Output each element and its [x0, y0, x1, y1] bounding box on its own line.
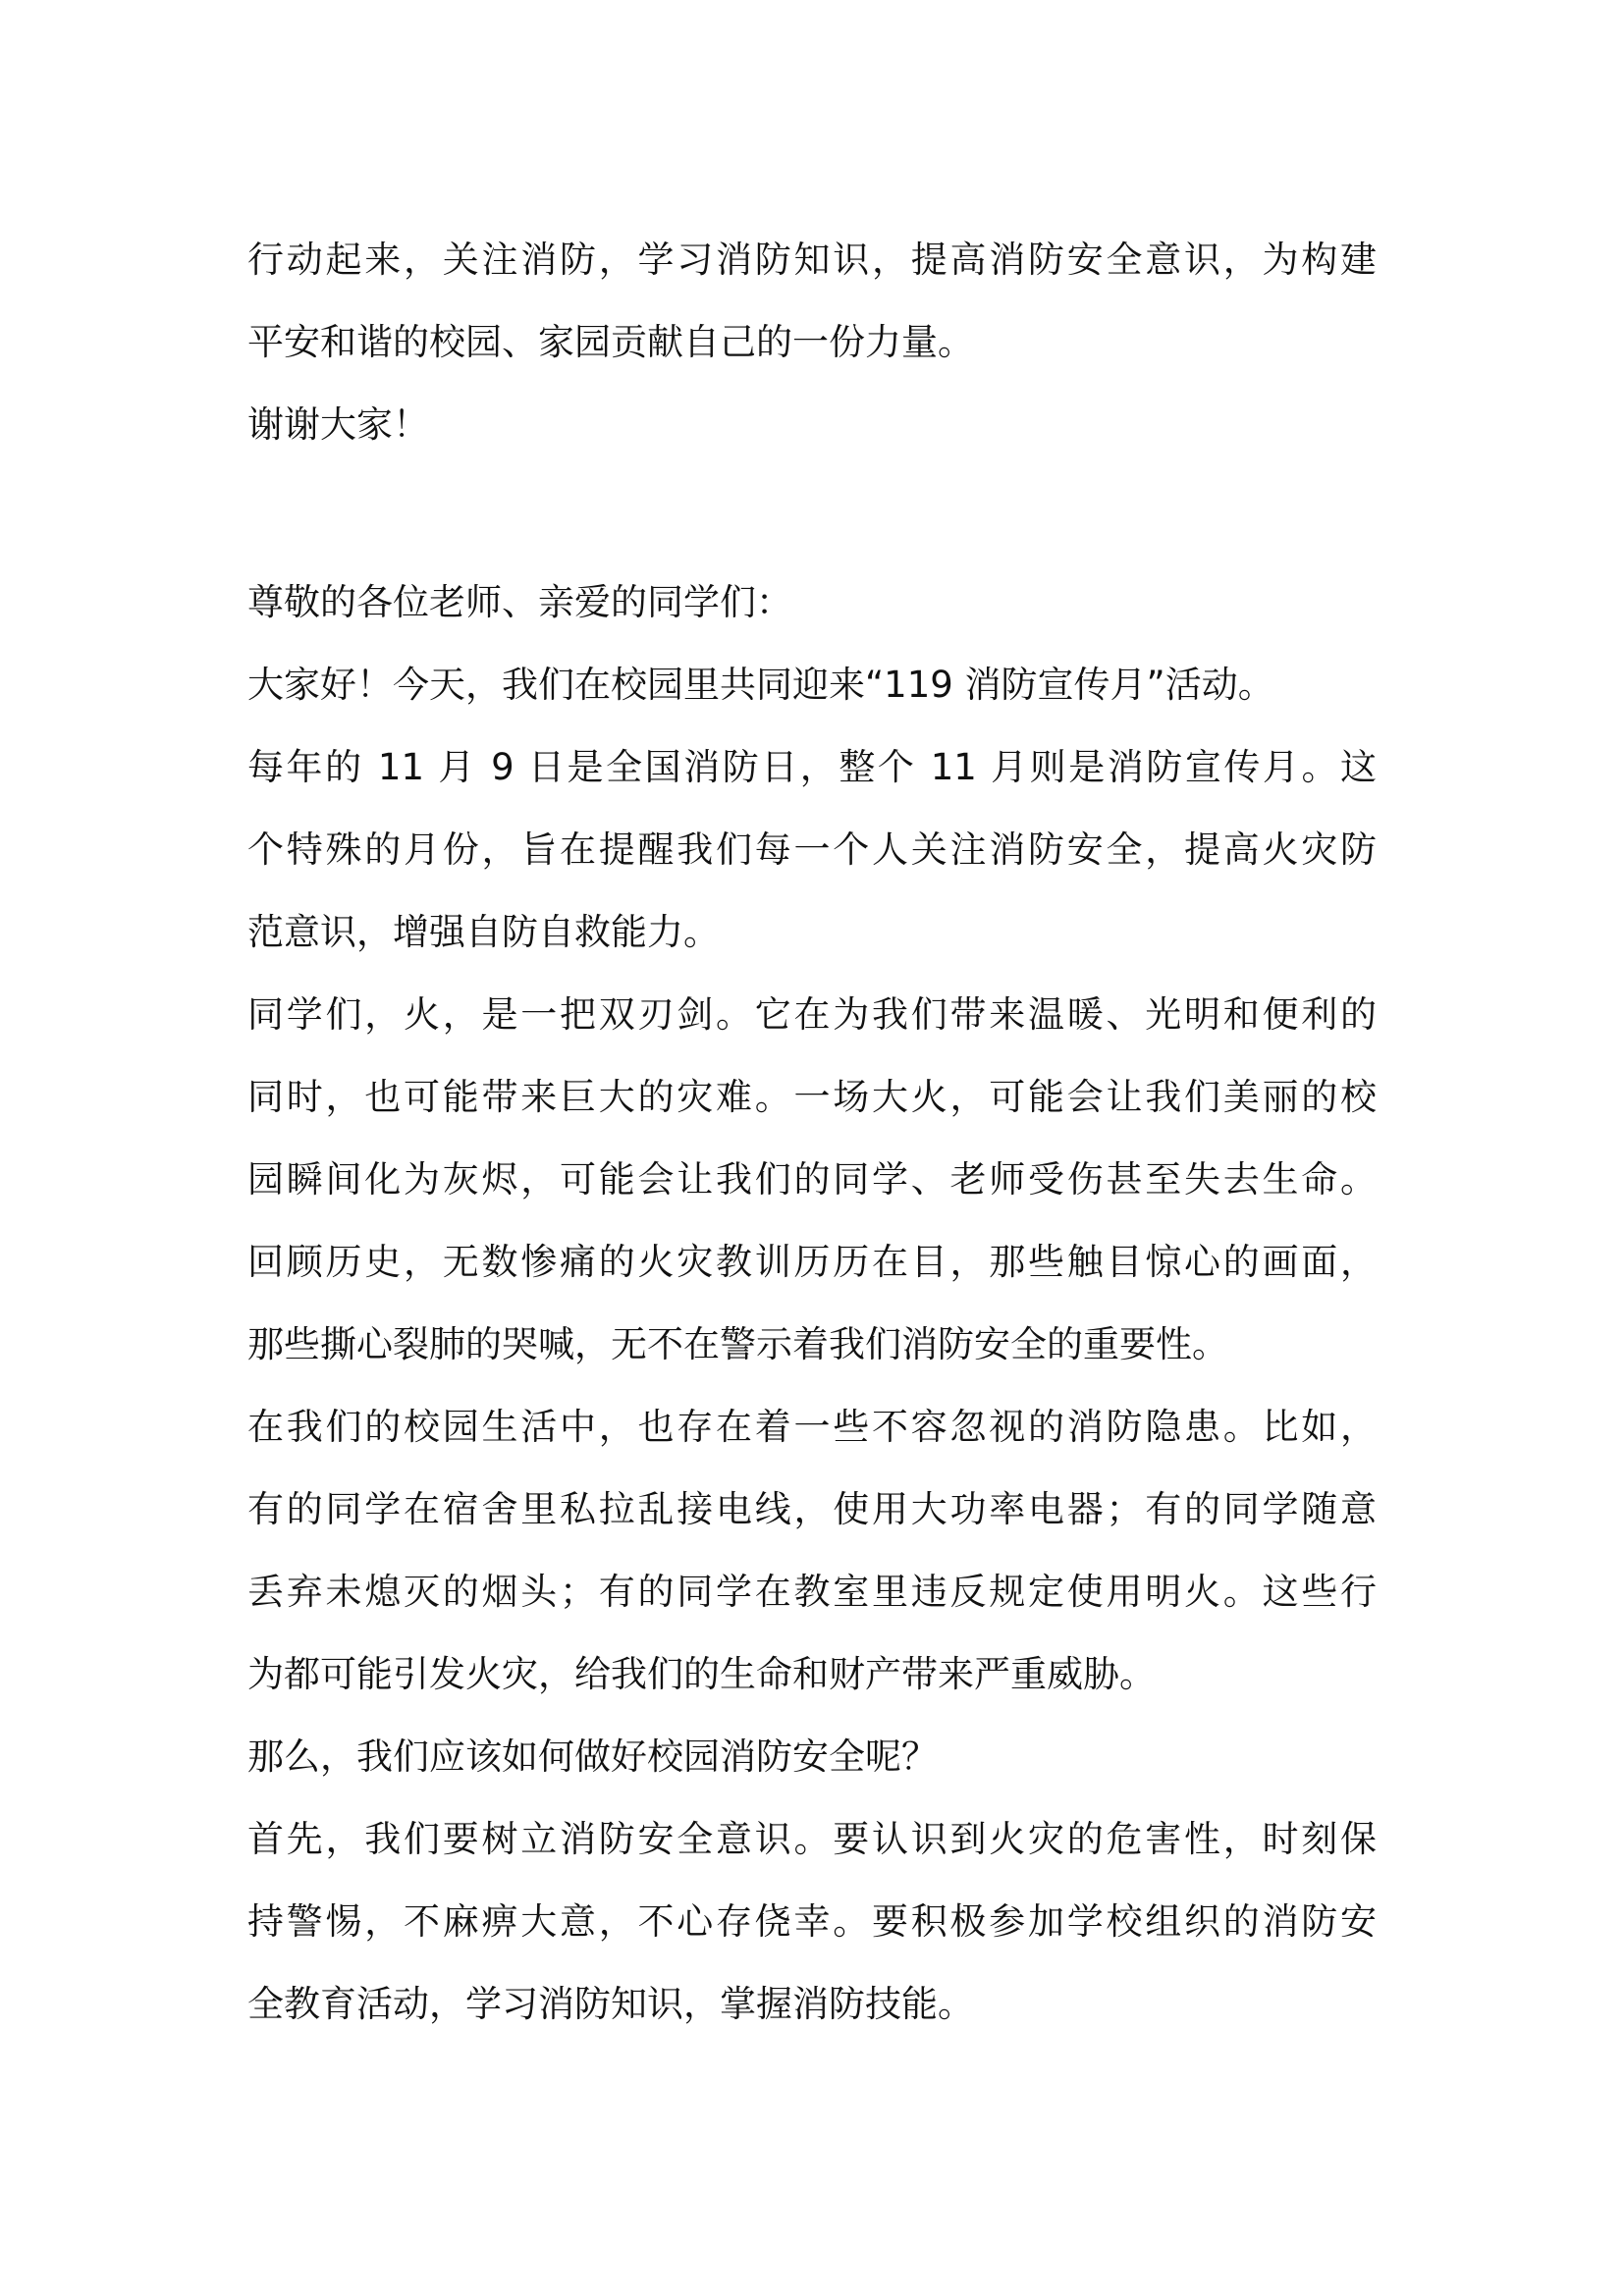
- text-line-9: 同学们，火，是一把双刃剑。它在为我们带来温暖、光明和便利的: [247, 993, 1377, 1036]
- text-line-5: 大家好！今天，我们在校园里共同迎来“119 消防宣传月”活动。: [247, 664, 1274, 706]
- text-line-15: 有的同学在宿舍里私拉乱接电线，使用大功率电器；有的同学随意: [247, 1488, 1377, 1530]
- text-line-19: 首先，我们要树立消防安全意识。要认识到火灾的危害性，时刻保: [247, 1818, 1377, 1860]
- text-line-10: 同时，也可能带来巨大的灾难。一场大火，可能会让我们美丽的校: [247, 1076, 1377, 1118]
- text-line-1: 行动起来，关注消防，学习消防知识，提高消防安全意识，为构建: [247, 239, 1377, 281]
- text-line-14: 在我们的校园生活中，也存在着一些不容忽视的消防隐患。比如，: [247, 1406, 1377, 1448]
- text-line-7: 个特殊的月份，旨在提醒我们每一个人关注消防安全，提高火灾防: [247, 828, 1377, 871]
- text-line-16: 丢弃未熄灭的烟头；有的同学在教室里违反规定使用明火。这些行: [247, 1571, 1377, 1613]
- text-line-11: 园瞬间化为灰烬，可能会让我们的同学、老师受伤甚至失去生命。: [247, 1158, 1377, 1201]
- text-line-13: 那些撕心裂肺的哭喊，无不在警示着我们消防安全的重要性。: [247, 1323, 1228, 1365]
- text-line-6: 每年的 11 月 9 日是全国消防日，整个 11 月则是消防宣传月。这: [247, 746, 1377, 788]
- text-line-3: 谢谢大家！: [247, 403, 429, 446]
- text-line-21: 全教育活动，学习消防知识，掌握消防技能。: [247, 1983, 974, 2025]
- text-line-4: 尊敬的各位老师、亲爱的同学们：: [247, 581, 792, 623]
- text-line-2: 平安和谐的校园、家园贡献自己的一份力量。: [247, 321, 974, 363]
- text-line-12: 回顾历史，无数惨痛的火灾教训历历在目，那些触目惊心的画面，: [247, 1241, 1377, 1283]
- text-line-17: 为都可能引发火灾，给我们的生命和财产带来严重威胁。: [247, 1653, 1156, 1695]
- text-line-18: 那么，我们应该如何做好校园消防安全呢？: [247, 1735, 938, 1778]
- text-line-8: 范意识，增强自防自救能力。: [247, 911, 720, 953]
- text-line-20: 持警惕，不麻痹大意，不心存侥幸。要积极参加学校组织的消防安: [247, 1900, 1377, 1943]
